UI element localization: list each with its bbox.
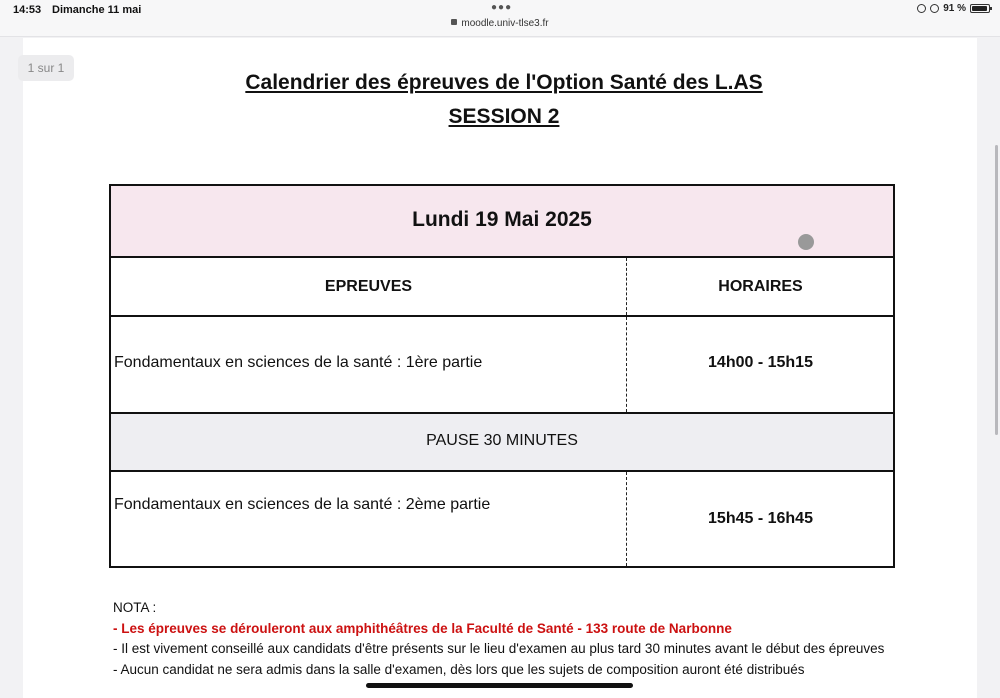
- scrollbar[interactable]: [995, 145, 998, 435]
- battery-percent: 91 %: [943, 3, 966, 14]
- orientation-lock-icon: [930, 4, 939, 13]
- status-indicators: [917, 3, 990, 14]
- nota-item-location: - Les épreuves se dérouleront aux amphithéâtres de la Faculté de Santé - 133 route de Narbonne: [113, 620, 732, 636]
- status-bar: [0, 0, 1000, 37]
- exam-date: Lundi 19 Mai 2025: [412, 208, 592, 231]
- multitasking-dots-icon[interactable]: ●●●: [491, 2, 513, 13]
- title-line-2: SESSION 2: [448, 105, 560, 128]
- page-indicator: 1 sur 1: [18, 55, 74, 81]
- epreuve-cell: Fondamentaux en sciences de la santé : 2ème partie: [114, 496, 491, 513]
- screen-mirroring-icon: [917, 4, 926, 13]
- header-row: [111, 258, 893, 317]
- home-indicator[interactable]: [366, 683, 633, 688]
- nota-section: [113, 598, 903, 680]
- document-title: [0, 66, 1000, 134]
- table-row: [111, 472, 893, 566]
- battery-icon: [970, 4, 990, 13]
- status-time: 14:53: [13, 4, 42, 16]
- nota-item-admission: - Aucun candidat ne sera admis dans la salle d'examen, dès lors que les sujets de composition auront été distribués: [113, 661, 805, 677]
- schedule-table: [109, 184, 895, 568]
- pause-label: PAUSE 30 MINUTES: [426, 432, 578, 449]
- url-text: moodle.univ-tlse3.fr: [461, 18, 549, 29]
- touch-indicator-dot: [798, 234, 814, 250]
- nota-item-arrival: - Il est vivement conseillé aux candidats d'être présents sur le lieu d'examen au plus tard 30 minutes avant le début des épreuves: [113, 641, 885, 656]
- date-row: [111, 186, 893, 258]
- horaire-cell: 15h45 - 16h45: [708, 510, 813, 527]
- horaire-cell: 14h00 - 15h15: [708, 354, 813, 371]
- col-header-epreuves: EPREUVES: [324, 278, 413, 295]
- col-header-horaires: HORAIRES: [718, 278, 803, 295]
- title-line-1: Calendrier des épreuves de l'Option Santé des L.AS: [245, 71, 763, 94]
- status-date: Dimanche 11 mai: [52, 4, 142, 16]
- table-row: [111, 317, 893, 414]
- pause-row: [111, 414, 893, 472]
- epreuve-cell: Fondamentaux en sciences de la santé : 1ère partie: [114, 354, 483, 371]
- nota-label: NOTA :: [113, 600, 157, 615]
- lock-icon: [451, 19, 457, 25]
- address-bar[interactable]: [0, 18, 1000, 29]
